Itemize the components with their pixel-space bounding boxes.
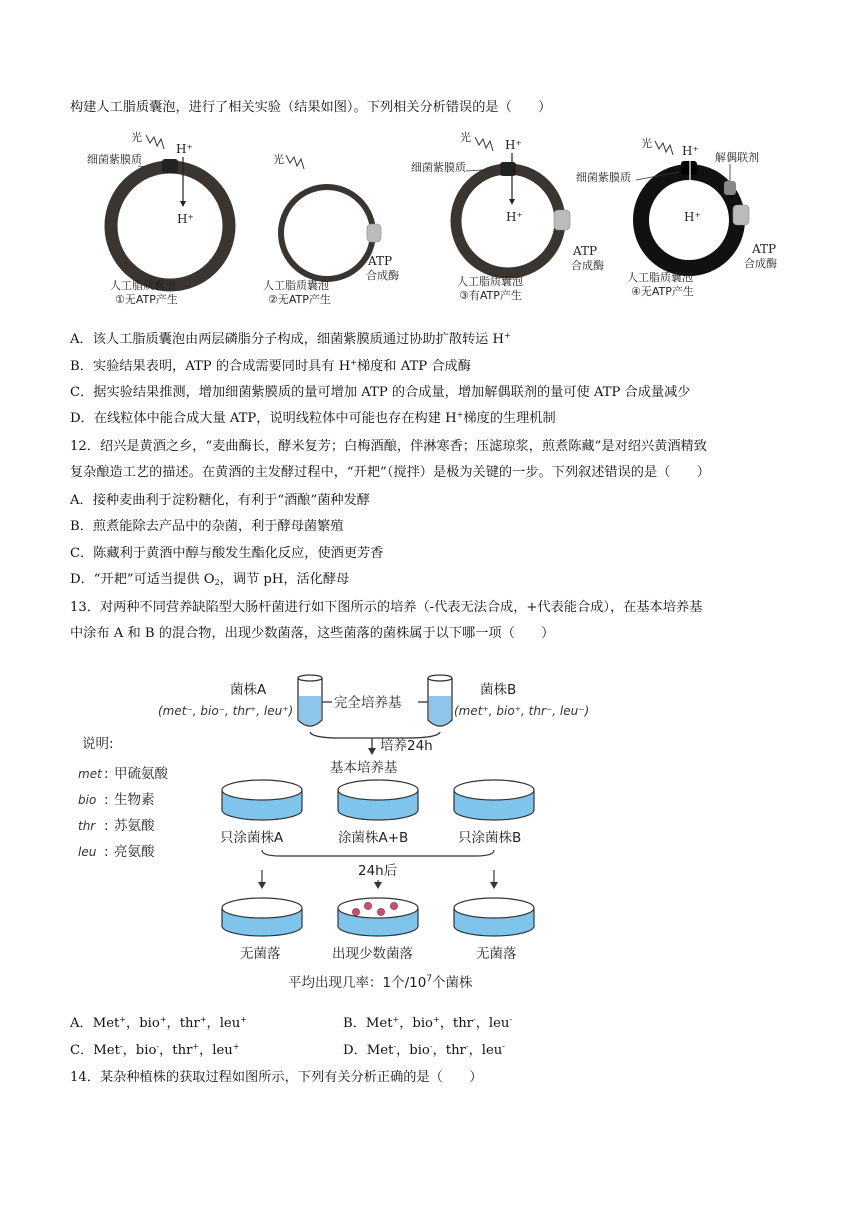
- protein-label: 细菌紫膜质: [576, 171, 631, 184]
- vesicle-label: 人工脂质囊泡: [457, 275, 523, 288]
- gene-name: leu: [219, 1016, 241, 1031]
- protein-label: 细菌紫膜质: [411, 161, 466, 174]
- colony: [377, 908, 384, 915]
- result-label: 无菌落: [240, 946, 281, 962]
- vesicle-label: 人工脂质囊泡: [263, 279, 329, 292]
- minimal-medium-label: 基本培养基: [330, 760, 398, 776]
- bacteriorhodopsin-protein: [500, 162, 516, 176]
- result-label: ④无ATP产生: [631, 285, 694, 298]
- question-13-stem-line-2: 中涂布 A 和 B 的混合物，出现少数菌落，这些菌落的菌株属于以下哪一项（ ）: [70, 626, 555, 641]
- gene-name: bio: [412, 1016, 433, 1031]
- legend: [78, 736, 168, 860]
- light-label: 光: [273, 153, 284, 166]
- separator: ，: [439, 1016, 453, 1031]
- legend-name: 亮氨酸: [114, 844, 155, 860]
- colony: [390, 902, 397, 909]
- gene-name: bio: [409, 1043, 430, 1058]
- q12-option-a: A．接种麦曲利于淀粉糖化，有利于“酒酿”菌种发酵: [70, 493, 370, 508]
- petri-dish-b: [454, 780, 534, 820]
- q12-option-c: C．陈藏利于黄酒中醇与酸发生酯化反应，使酒更芳香: [70, 546, 384, 561]
- h-plus-label: H⁺: [177, 212, 194, 226]
- gene-sign: +: [159, 1015, 167, 1024]
- bacteriorhodopsin-protein: [162, 159, 178, 173]
- gene-sign: -: [473, 1015, 476, 1024]
- gene-name: thr: [452, 1016, 473, 1031]
- gene-sign: -: [502, 1042, 505, 1051]
- svg-text::: :: [104, 844, 109, 860]
- bacteriorhodopsin-protein: [681, 161, 697, 175]
- legend-name: 甲硫氨酸: [114, 766, 168, 782]
- light-label: 光: [131, 131, 142, 144]
- after-24h-label: 24h后: [358, 863, 398, 879]
- gene-sign: -: [429, 1042, 433, 1051]
- gene-sign: +: [240, 1015, 247, 1024]
- question-13-stem-line-1: 13．对两种不同营养缺陷型大肠杆菌进行如下图所示的培养（-代表无法合成，+代表能合成），在基本培养基: [70, 600, 703, 615]
- gene-name: thr: [179, 1016, 200, 1031]
- result-label: 无菌落: [476, 946, 517, 962]
- vesicle-label: 人工脂质囊泡: [110, 279, 176, 292]
- test-tube-a: [298, 675, 322, 726]
- vesicle-ring: [111, 167, 229, 285]
- light-icon: [475, 137, 493, 151]
- gene-name: leu: [488, 1016, 510, 1031]
- gene-sign: +: [433, 1015, 440, 1024]
- atp-synthase: [554, 210, 570, 230]
- gene-name: Met: [365, 1016, 393, 1031]
- gene-sign: +: [119, 1015, 127, 1024]
- synthase-label: 合成酶: [744, 257, 777, 270]
- q11-option-c: C．据实验结果推测，增加细菌紫膜质的量可增加 ATP 的合成量，增加解偶联剂的量可使 ATP 合成量减少: [70, 385, 691, 400]
- test-tube-b: [428, 675, 452, 726]
- frequency-label: 平均出现几率：1个$/10^7$个菌株: [288, 974, 473, 991]
- legend-title: 说明:: [82, 736, 114, 752]
- legend-abbr: leu: [78, 845, 97, 859]
- plate-label: 只涂菌株B: [458, 830, 522, 846]
- result-label: ②无ATP产生: [268, 293, 331, 306]
- strain-b-genotype: (met⁺, bio⁺, thr⁻, leu⁻): [454, 704, 590, 718]
- gene-name: bio: [139, 1016, 160, 1031]
- colony: [364, 902, 371, 909]
- petri-dish-a: [222, 780, 302, 820]
- plate-label: 涂菌株A+B: [338, 830, 409, 846]
- separator: ，: [166, 1016, 180, 1031]
- result-dish-ab: [338, 898, 418, 936]
- separator: ，: [468, 1043, 482, 1058]
- option-label: B．: [343, 1016, 366, 1031]
- separator: ，: [432, 1043, 446, 1058]
- q13-option-b: [343, 1014, 512, 1034]
- gene-name: thr: [172, 1043, 193, 1058]
- gene-sign: -: [119, 1042, 123, 1051]
- light-icon: [286, 155, 304, 169]
- petri-dish-ab: [338, 780, 418, 820]
- question-11-stem: 构建人工脂质囊泡，进行了相关实验（结果如图）。下列相关分析错误的是（ ）: [70, 100, 552, 115]
- legend-abbr: bio: [78, 793, 97, 807]
- h-plus-label: H⁺: [176, 142, 193, 156]
- question-12-stem-line-2: 复杂酿造工艺的描述。在黄酒的主发酵过程中，“开耙”（搅拌）是极为关键的一步。下列叙述错误的是（ ）: [70, 465, 710, 480]
- gene-sign: +: [199, 1015, 207, 1024]
- vesicle-label: 人工脂质囊泡: [627, 271, 693, 284]
- legend-abbr: met: [78, 767, 102, 781]
- q12-option-b: B．煎煮能除去产品中的杂菌，利于酵母菌繁殖: [70, 519, 344, 534]
- light-label: 光: [641, 137, 652, 150]
- vesicle-4: [576, 136, 777, 298]
- gene-sign: -: [465, 1042, 469, 1051]
- atp-synthase: [733, 205, 749, 225]
- strain-a-genotype: (met⁻, bio⁻, thr⁺, leu⁺): [158, 704, 294, 718]
- culture-24h-label: 培养24h: [380, 738, 433, 754]
- separator: ，: [206, 1016, 220, 1031]
- gene-name: thr: [445, 1043, 466, 1058]
- gene-name: bio: [135, 1043, 157, 1058]
- result-label: ③有ATP产生: [459, 289, 522, 302]
- legend-name: 生物素: [114, 792, 155, 808]
- uncoupler: [724, 181, 736, 195]
- h-plus-label: H⁺: [505, 138, 522, 152]
- separator: ，: [475, 1016, 489, 1031]
- colony: [352, 908, 359, 915]
- q11-option-a: A．该人工脂质囊泡由两层磷脂分子构成，细菌紫膜质通过协助扩散转运 H+: [70, 331, 511, 347]
- gene-sign: +: [232, 1042, 240, 1051]
- h-plus-label: H⁺: [684, 210, 701, 224]
- separator: ，: [399, 1016, 413, 1031]
- atp-label: ATP: [752, 242, 777, 256]
- complete-medium-label: 完全培养基: [334, 695, 402, 711]
- atp-label: ATP: [368, 254, 393, 268]
- q11-option-d: D．在线粒体中能合成大量 ATP，说明线粒体中可能也存在构建 H+梯度的生理机制: [70, 410, 556, 426]
- vesicle-ring: [281, 187, 373, 279]
- question-12-stem-line-1: 12．绍兴是黄酒之乡，“麦曲酶长，酵米复芳；白梅酒酿，伴淋寒香；压滤琼浆，煎煮陈藏”是对绍兴黄酒精致: [70, 439, 707, 454]
- gene-name: leu: [212, 1043, 233, 1058]
- gene-sign: -: [156, 1042, 160, 1051]
- separator: ，: [396, 1043, 410, 1058]
- svg-text::: :: [104, 766, 109, 782]
- question-14-stem: 14．某杂种植株的获取过程如图所示，下列有关分析正确的是（ ）: [70, 1070, 483, 1085]
- separator: ，: [126, 1016, 140, 1031]
- vesicle-1: [87, 130, 229, 306]
- result-label: 出现少数菌落: [332, 946, 413, 962]
- svg-text::: :: [104, 818, 109, 834]
- legend-abbr: thr: [78, 819, 96, 833]
- atp-label: ATP: [573, 244, 598, 258]
- separator: ，: [199, 1043, 213, 1058]
- option-label: C．: [70, 1043, 94, 1058]
- option-label: A．: [70, 1016, 93, 1031]
- option-label: D．: [343, 1043, 367, 1058]
- result-dish-b: [454, 898, 534, 936]
- q11-figure: [0, 125, 860, 325]
- q12-option-d: D．“开耙”可适当提供 $O_2$，调节 pH，活化酵母: [70, 572, 350, 587]
- separator: ，: [122, 1043, 136, 1058]
- vesicle-3: [411, 130, 604, 302]
- legend-name: 苏氨酸: [114, 818, 155, 834]
- plate-label: 只涂菌株A: [220, 830, 284, 846]
- svg-text::: :: [104, 792, 109, 808]
- q11-option-b: B．实验结果表明，ATP 的合成需要同时具有 H+梯度和 ATP 合成酶: [70, 358, 471, 374]
- h-plus-label: H⁺: [506, 210, 523, 224]
- separator: ，: [159, 1043, 173, 1058]
- strain-b-label: 菌株B: [480, 682, 517, 698]
- result-dish-a: [222, 898, 302, 936]
- synthase-label: 合成酶: [366, 269, 399, 282]
- synthase-label: 合成酶: [571, 259, 604, 272]
- atp-synthase: [367, 224, 381, 242]
- q13-option-d: [343, 1041, 505, 1061]
- gene-name: Met: [366, 1043, 394, 1058]
- light-icon: [146, 135, 164, 149]
- light-label: 光: [460, 131, 471, 144]
- h-plus-label: H⁺: [682, 144, 699, 158]
- gene-name: Met: [92, 1016, 120, 1031]
- light-icon: [655, 141, 673, 155]
- gene-name: Met: [93, 1043, 120, 1058]
- gene-name: leu: [481, 1043, 503, 1058]
- gene-sign: +: [192, 1042, 200, 1051]
- q13-option-c: [70, 1041, 240, 1061]
- gene-sign: -: [509, 1015, 513, 1024]
- gene-sign: -: [393, 1042, 397, 1051]
- q13-option-a: [70, 1014, 247, 1034]
- strain-a-label: 菌株A: [230, 682, 267, 698]
- vesicle-2: [263, 152, 399, 306]
- gene-sign: +: [392, 1015, 400, 1024]
- protein-label: 细菌紫膜质: [87, 153, 142, 166]
- result-label: ①无ATP产生: [115, 293, 178, 306]
- uncoupler-label: 解偶联剂: [715, 151, 759, 164]
- q13-figure: [0, 660, 860, 1005]
